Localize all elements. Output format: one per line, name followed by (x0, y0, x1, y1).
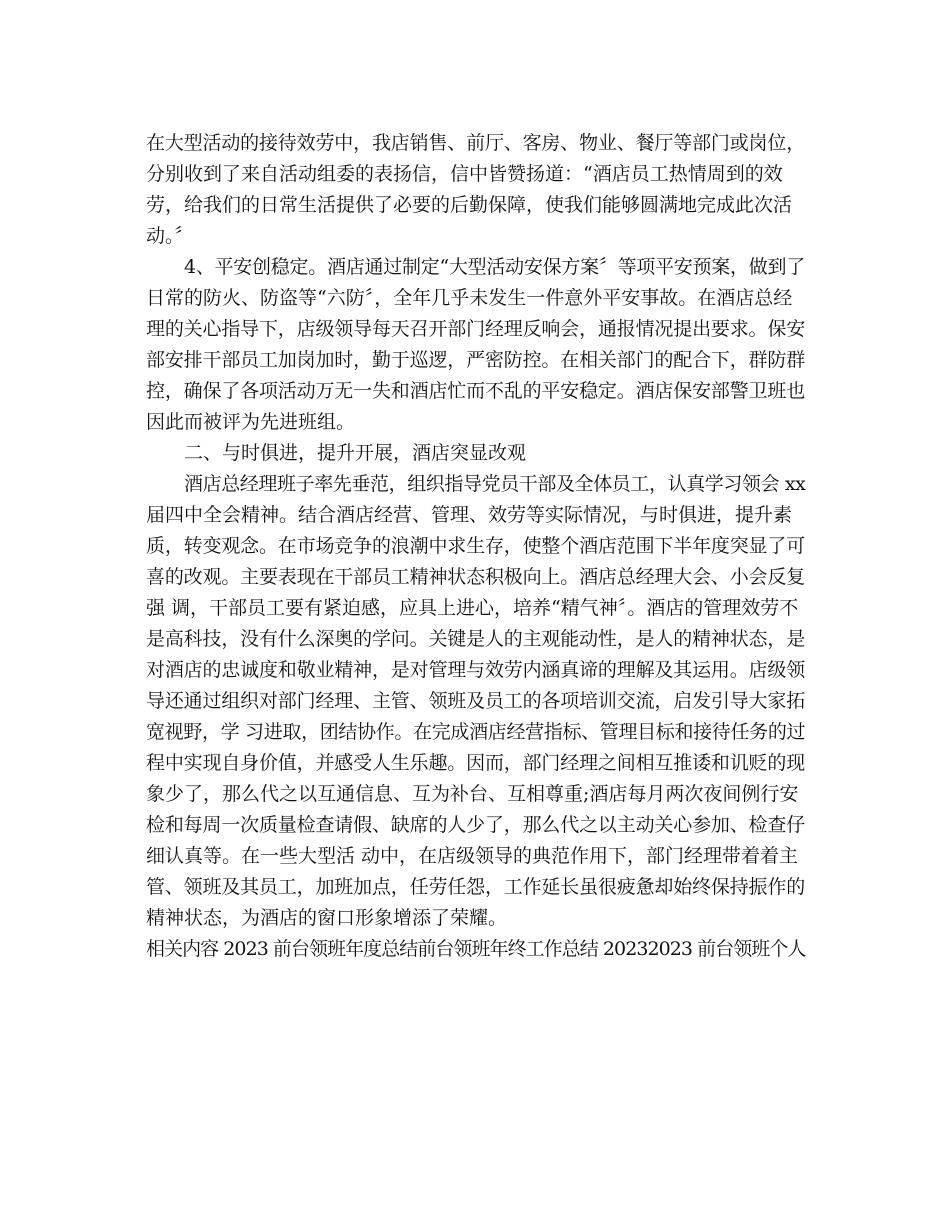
text-line: 细认真等。在一些大型活 动中，在店级领导的典范作用下，部门经理带着着主 (146, 845, 799, 867)
text-line: 宽视野，学 习进取，团结协作。在完成酒店经营指标、管理目标和接待任务的过 (146, 721, 806, 743)
text-line: 象少了，那么代之以互通信息、互为补台、互相尊重;酒店每月两次夜间例行安 (146, 783, 799, 805)
text-line: 喜的改观。主要表现在干部员工精神状态积极向上。酒店总经理大会、小会反复 (146, 566, 806, 588)
text-line: 质，转变观念。在市场竞争的浪潮中求生存，使整个酒店范围下半年度突显了可 (146, 535, 806, 557)
text-line: 动。〞 (146, 225, 194, 247)
text-line: 强 调，干部员工要有紧迫感，应具上进心，培养“精气神〞。酒店的管理效劳不 (146, 597, 799, 619)
text-line: 对酒店的忠诚度和敬业精神，是对管理与效劳内涵真谛的理解及其运用。店级领 (146, 659, 806, 681)
text-line: 控，确保了各项活动万无一失和酒店忙而不乱的平安稳定。酒店保安部警卫班也 (146, 380, 806, 402)
text-line: 导还通过组织对部门经理、主管、领班及员工的各项培训交流，启发引导大家拓 (146, 690, 806, 712)
text-line: 劳，给我们的日常生活提供了必要的后勤保障，使我们能够圆满地完成此次活 (146, 194, 793, 216)
text-line: 精神状态，为酒店的窗口形象增添了荣耀。 (146, 907, 508, 929)
text-line: 是高科技，没有什么深奥的学问。关键是人的主观能动性，是人的精神状态，是 (146, 628, 806, 650)
text-line: 因此而被评为先进班组。 (146, 411, 356, 433)
text-line: 分别收到了来自活动组委的表扬信，信中皆赞扬道：“酒店员工热情周到的效 (146, 163, 783, 185)
section-heading: 二、与时俱进，提升开展，酒店突显改观 (184, 442, 527, 464)
text-line: 酒店总经理班子率先垂范，组织指导党员干部及全体员工，认真学习领会 xx (184, 473, 806, 495)
text-line: 届四中全会精神。结合酒店经营、管理、效劳等实际情况，与时俱进，提升素 (146, 504, 793, 526)
text-line: 检和每周一次质量检查请假、缺席的人少了，那么代之以主动关心参加、检查仔 (146, 814, 806, 836)
text-line: 管、领班及其员工，加班加点，任劳任怨，工作延长虽很疲惫却始终保持振作的 (146, 876, 806, 898)
text-line: 部安排干部员工加岗加时，勤于巡逻，严密防控。在相关部门的配合下，群防群 (146, 349, 806, 371)
text-line: 理的关心指导下，店级领导每天召开部门经理反响会，通报情况提出要求。保安 (146, 318, 806, 340)
text-line: 4、平安创稳定。酒店通过制定“大型活动安保方案〞等项平安预案，做到了 (184, 256, 805, 278)
text-line: 程中实现自身价值，并感受人生乐趣。因而，部门经理之间相互推诿和讥贬的现 (146, 752, 806, 774)
text-line: 日常的防火、防盗等“六防〞，全年几乎未发生一件意外平安事故。在酒店总经 (146, 287, 793, 309)
related-content-line: 相关内容 2023 前台领班年度总结前台领班年终工作总结 20232023 前台领班个人 (146, 938, 806, 960)
text-line: 在大型活动的接待效劳中，我店销售、前厅、客房、物业、餐厅等部门或岗位， (146, 132, 806, 154)
